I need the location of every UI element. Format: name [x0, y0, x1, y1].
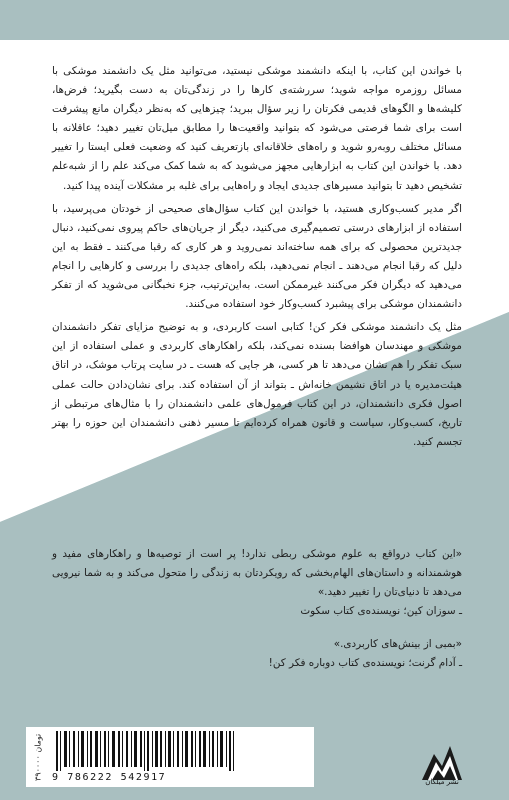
quote-1-text: «این کتاب درواقع به علوم موشکی ربطی ندارد! پر است از توصیه‌ها و راهکارهای مفید و هوشمندانه و داستان‌های الهام‌بخشی که رویکردتان به زندگی را متحول می‌کند و به شما نیرویی می‌دهد تا دنیای‌تان را تغییر دهید.»	[52, 548, 462, 599]
endorsements	[52, 545, 462, 688]
quote-2-text: «بمبی از بینش‌های کاربردی.»	[333, 638, 462, 651]
paragraph-1: با خواندن این کتاب، با اینکه دانشمند موشکی نیستید، می‌توانید مثل یک دانشمند موشکی با مسائل روزمره مواجه شوید؛ سررشته‌ی کارها را در زندگی‌تان به دست بگیرید؛ فرض‌ها، کلیشه‌ها و الگوهای قدیمی فکرتان را زیر سؤال ببرید؛ چیزهایی که به‌نظر دیگران مانع پیشرفت است برای شما فرصتی می‌شود که بتوانید واقعیت‌ها را مطابق میل‌تان تغییر دهید؛ عاقلانه با مسائل مختلف روبه‌رو شوید و راه‌های خلاقانه‌ای بازتعریف کنید که وضعیت فعلی ایستا را تغییر دهد. با خواندن این کتاب به ابزارهایی مجهز می‌شوید که به شما کمک می‌کند علم را از شبه‌علم تشخیص دهید تا بتوانید مسیرهای جدیدی ایجاد و راه‌هایی برای غلبه بر مشکلات آینده پیدا کنید.	[52, 65, 462, 192]
paragraph-3: مثل یک دانشمند موشکی فکر کن! کتابی است کاربردی، و به توضیح مزایای تفکر دانشمندان موشکی و مهندسان هوافضا بسنده نمی‌کند، بلکه راهکارهای کاربردی و عملی استفاده از این سبک تفکر را هم نشان می‌دهد تا هر کسی، هر جایی که هست ـ در سایت پرتاب موشک، در اتاق هیئت‌مدیره یا در اتاق نشیمن خانه‌اش ـ بتواند از آن استفاده کند. برای نشان‌دادن حالت عملی اصول فکری دانشمندان، در این کتاب فرمول‌های علمی دانشمندان را با مثال‌های مرتبطی از تاریخ، کسب‌وکار، سیاست و قانون همراه کرده‌ایم تا مسیر ذهنی دانشمندان این حوزه را بهتر تجسم کنید.	[52, 321, 462, 448]
quote-2	[52, 635, 462, 673]
paragraph-2: اگر مدیر کسب‌وکاری هستید، با خواندن این کتاب سؤال‌های صحیحی از خودتان می‌پرسید، با استفاده از ابزارهای درستی تصمیم‌گیری می‌کنید، دیگر از جریان‌های حاکم پیروی نمی‌کنید، دنبال جدیدترین محصولی که برای همه ساخته‌اند نمی‌روید و هر کاری که رقبا می‌کنند ـ فقط به این دلیل که رقبا انجام می‌دهند ـ انجام نمی‌دهید، بلکه راه‌های جدیدی را بررسی و کارهایی را انجام می‌دهید که دیگران فکر می‌کنند غیرممکن است. به‌این‌ترتیب، جزء نخبگانی می‌شوید که از تفکر دانشمندان موشکی برای پیشبرد کسب‌وکار خود استفاده می‌کنند.	[52, 202, 462, 311]
description-text	[52, 62, 462, 456]
quote-2-attribution: ـ آدام گرنت؛ نویسنده‌ی کتاب دوباره فکر کن!	[268, 657, 462, 670]
barcode-box	[26, 727, 314, 787]
barcode-icon	[52, 731, 252, 771]
price-label: ۳۹۰۰۰۰ تومان	[33, 733, 43, 781]
isbn-number: 9 786222 542917	[52, 772, 167, 783]
publisher-name: نشر میلکان	[425, 778, 459, 786]
quote-1	[52, 545, 462, 621]
quote-1-attribution: ـ سوزان کین؛ نویسنده‌ی کتاب سکوت	[300, 605, 462, 618]
